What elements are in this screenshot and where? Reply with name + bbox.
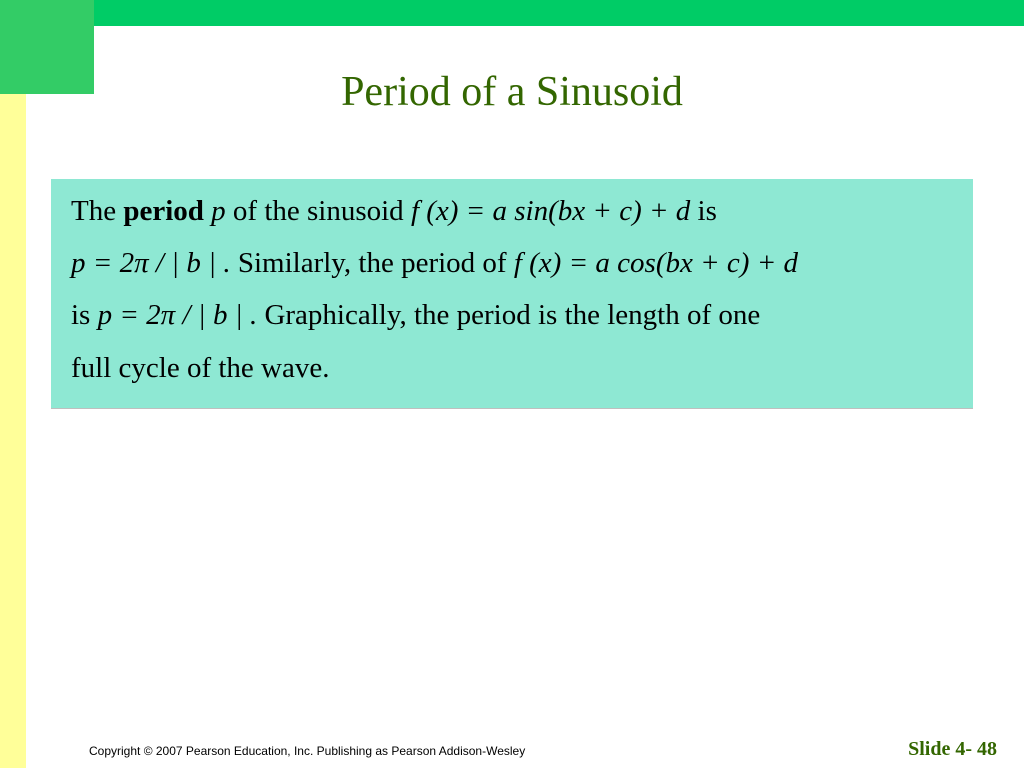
left-accent-strip [0,94,26,768]
top-accent-bar [0,0,1024,26]
text-similarly: Similarly, the period of [230,247,514,279]
text-of-the-sinusoid: of the sinusoid [232,195,411,227]
body-line-3 [71,297,760,333]
body-line-1 [71,193,717,229]
slide-number: Slide 4- 48 [908,738,997,760]
term-period: period [123,195,204,227]
text-is: is [690,195,717,227]
slide-title: Period of a Sinusoid [341,69,683,115]
copyright-notice: Copyright © 2007 Pearson Education, Inc. Publishing as Pearson Addison-Wesley [89,744,526,758]
text-graphically: Graphically, the period is the length of one [257,299,761,331]
math-period-formula: p = 2π / | b | . [71,247,231,279]
definition-box [51,179,973,409]
body-line-2 [71,245,798,281]
math-sine-function: f (x) = a sin(bx + c) + d [410,195,691,227]
text-full-cycle: full cycle of the wave. [71,352,330,384]
text-is-2: is [71,299,98,331]
math-cosine-function: f (x) = a cos(bx + c) + d [513,247,799,279]
text-the: The [71,195,124,227]
math-p: p [203,195,233,227]
math-period-formula-2: p = 2π / | b | . [97,299,258,331]
body-line-4 [71,350,329,386]
